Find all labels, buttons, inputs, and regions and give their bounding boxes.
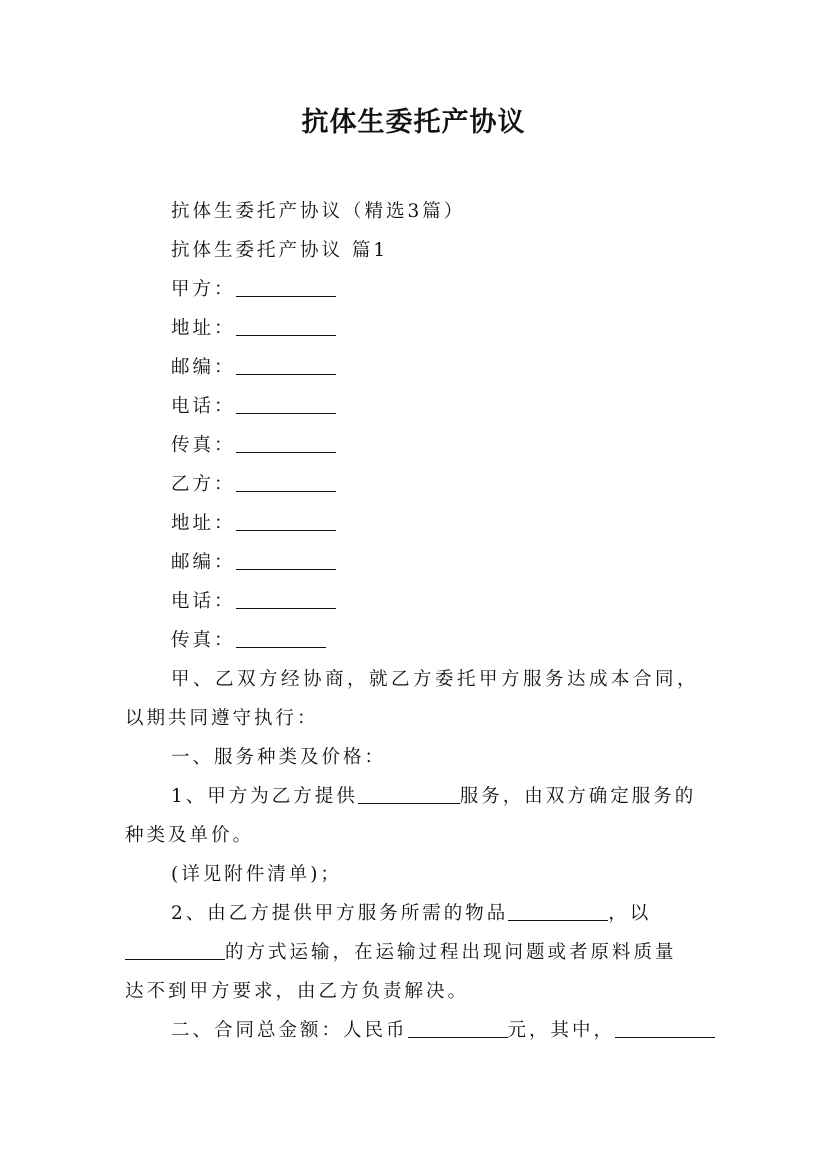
party-a-fax-blank[interactable] [236,430,336,453]
party-a-fax-row [125,426,751,465]
party-a-postcode-blank[interactable] [236,352,336,375]
party-b-postcode-blank[interactable] [236,547,336,570]
clause-2-text-1: 二、合同总金额：人民币 [171,1020,408,1041]
party-a-phone-blank[interactable] [236,391,336,414]
party-b-name-blank[interactable] [236,469,336,492]
clause-2-text-2: 元，其中， [507,1020,616,1041]
party-a-address-row [125,309,751,348]
section-heading: 抗体生委托产协议 篇1 [171,240,389,261]
party-a-phone-row [125,387,751,426]
clause-1-heading: 一、服务种类及价格： [171,747,387,768]
amount-detail-blank[interactable] [615,1015,715,1038]
party-a-address-blank[interactable] [236,313,336,336]
clause-2-line-1 [125,1011,751,1050]
item-2-text-3: 的方式运输，在运输过程出现问题或者原料质量 [225,942,677,963]
item-2-line-3: 达不到甲方要求，由乙方负责解决。 [125,981,470,1002]
party-b-address-row [125,504,751,543]
party-a-address-label: 地址： [171,318,236,339]
party-b-address-blank[interactable] [236,508,336,531]
item-1-text-1: 1、甲方为乙方提供 [171,786,358,807]
party-a-postcode-row [125,348,751,387]
party-b-address-label: 地址： [171,513,236,534]
party-b-phone-label: 电话： [171,591,236,612]
party-b-fax-row [125,621,751,660]
party-a-phone-label: 电话： [171,396,236,417]
party-b-postcode-row [125,543,751,582]
party-a-postcode-label: 邮编： [171,357,236,378]
total-amount-blank[interactable] [408,1015,508,1038]
party-b-postcode-label: 邮编： [171,552,236,573]
document-subtitle: 抗体生委托产协议（精选3篇） [171,201,466,222]
party-a-name-label: 甲方： [171,279,236,300]
party-b-name-row [125,465,751,504]
item-2-line-2 [125,933,705,972]
party-b-fax-blank[interactable] [236,625,326,648]
party-a-name-row [125,270,751,309]
item-1-text-2: 服务，由双方确定服务的 [459,786,697,807]
item-2-text-1: 2、由乙方提供甲方服务所需的物品 [171,903,509,924]
party-b-fax-label: 传真： [171,630,236,651]
service-blank[interactable] [358,781,460,804]
item-2-line-1 [125,894,751,933]
item-1-note: (详见附件清单)； [171,864,342,885]
party-a-fax-label: 传真： [171,435,236,456]
party-b-phone-blank[interactable] [236,586,336,609]
item-1-line-1 [125,777,751,816]
party-a-name-blank[interactable] [236,274,336,297]
item-1-line-2: 种类及单价。 [125,825,255,846]
intro-line-2: 以期共同遵守执行： [125,708,319,729]
transport-method-blank[interactable] [125,937,225,960]
materials-blank[interactable] [508,898,608,921]
party-b-name-label: 乙方： [171,474,236,495]
item-2-text-2: ，以 [608,903,652,924]
intro-paragraph-line-1 [125,660,751,699]
document-title: 抗体生委托产协议 [301,107,526,138]
party-b-phone-row [125,582,751,621]
intro-line-1: 甲、乙双方经协商，就乙方委托甲方服务达成本合同， [171,669,700,690]
